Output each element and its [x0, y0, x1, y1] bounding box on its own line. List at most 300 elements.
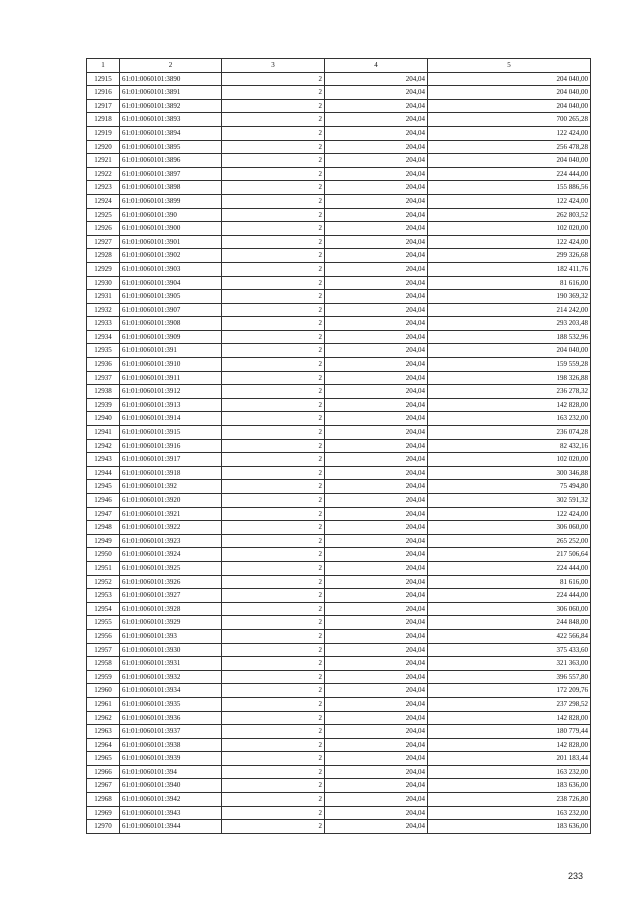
count-value: 2 [222, 167, 325, 181]
amount-value: 224 444,00 [428, 561, 591, 575]
rate-value: 204,04 [325, 398, 428, 412]
amount-value: 180 779,44 [428, 725, 591, 739]
cadastral-number: 61:01:0060101:3907 [120, 303, 222, 317]
amount-value: 122 424,00 [428, 507, 591, 521]
rate-value: 204,04 [325, 385, 428, 399]
row-index: 12926 [87, 222, 120, 236]
cadastral-number: 61:01:0060101:3900 [120, 222, 222, 236]
row-index: 12950 [87, 548, 120, 562]
amount-value: 256 478,28 [428, 140, 591, 154]
count-value: 2 [222, 154, 325, 168]
cadastral-number: 61:01:0060101:3931 [120, 657, 222, 671]
amount-value: 182 411,76 [428, 262, 591, 276]
rate-value: 204,04 [325, 222, 428, 236]
row-index: 12928 [87, 249, 120, 263]
table-row [87, 670, 591, 684]
cadastral-number: 61:01:0060101:3915 [120, 426, 222, 440]
cadastral-number: 61:01:0060101:3944 [120, 820, 222, 834]
row-index: 12962 [87, 711, 120, 725]
row-index: 12935 [87, 344, 120, 358]
row-index: 12957 [87, 643, 120, 657]
row-index: 12954 [87, 602, 120, 616]
amount-value: 321 363,00 [428, 657, 591, 671]
row-index: 12920 [87, 140, 120, 154]
cadastral-number: 61:01:0060101:392 [120, 480, 222, 494]
rate-value: 204,04 [325, 779, 428, 793]
table-row [87, 561, 591, 575]
amount-value: 82 432,16 [428, 439, 591, 453]
rate-value: 204,04 [325, 480, 428, 494]
amount-value: 142 828,00 [428, 738, 591, 752]
count-value: 2 [222, 643, 325, 657]
table-row [87, 643, 591, 657]
rate-value: 204,04 [325, 697, 428, 711]
row-index: 12931 [87, 290, 120, 304]
amount-value: 163 232,00 [428, 412, 591, 426]
row-index: 12923 [87, 181, 120, 195]
amount-value: 224 444,00 [428, 589, 591, 603]
amount-value: 265 252,00 [428, 534, 591, 548]
amount-value: 204 040,00 [428, 154, 591, 168]
table-row [87, 820, 591, 834]
rate-value: 204,04 [325, 358, 428, 372]
cadastral-number: 61:01:0060101:3928 [120, 602, 222, 616]
row-index: 12936 [87, 358, 120, 372]
amount-value: 237 298,52 [428, 697, 591, 711]
cadastral-number: 61:01:0060101:3920 [120, 494, 222, 508]
cadastral-number: 61:01:0060101:3929 [120, 616, 222, 630]
rate-value: 204,04 [325, 194, 428, 208]
amount-value: 122 424,00 [428, 235, 591, 249]
count-value: 2 [222, 344, 325, 358]
cadastral-number: 61:01:0060101:3899 [120, 194, 222, 208]
rate-value: 204,04 [325, 534, 428, 548]
rate-value: 204,04 [325, 181, 428, 195]
rate-value: 204,04 [325, 820, 428, 834]
row-index: 12970 [87, 820, 120, 834]
table-row [87, 575, 591, 589]
row-index: 12946 [87, 494, 120, 508]
cadastral-number: 61:01:0060101:3894 [120, 126, 222, 140]
cadastral-number: 61:01:0060101:3932 [120, 670, 222, 684]
count-value: 2 [222, 561, 325, 575]
amount-value: 204 040,00 [428, 86, 591, 100]
table-row [87, 725, 591, 739]
count-value: 2 [222, 453, 325, 467]
table-row [87, 507, 591, 521]
cadastral-number: 61:01:0060101:3912 [120, 385, 222, 399]
count-value: 2 [222, 99, 325, 113]
amount-value: 81 616,00 [428, 575, 591, 589]
count-value: 2 [222, 684, 325, 698]
table-row [87, 99, 591, 113]
amount-value: 302 591,32 [428, 494, 591, 508]
row-index: 12965 [87, 752, 120, 766]
table-row [87, 303, 591, 317]
table-row [87, 412, 591, 426]
rate-value: 204,04 [325, 126, 428, 140]
row-index: 12959 [87, 670, 120, 684]
amount-value: 204 040,00 [428, 72, 591, 86]
row-index: 12952 [87, 575, 120, 589]
cadastral-number: 61:01:0060101:3916 [120, 439, 222, 453]
cadastral-number: 61:01:0060101:394 [120, 765, 222, 779]
amount-value: 102 020,00 [428, 453, 591, 467]
count-value: 2 [222, 602, 325, 616]
row-index: 12967 [87, 779, 120, 793]
rate-value: 204,04 [325, 140, 428, 154]
count-value: 2 [222, 276, 325, 290]
row-index: 12968 [87, 793, 120, 807]
cadastral-number: 61:01:0060101:391 [120, 344, 222, 358]
amount-value: 155 886,56 [428, 181, 591, 195]
amount-value: 201 183,44 [428, 752, 591, 766]
table-row [87, 480, 591, 494]
table-row [87, 589, 591, 603]
count-value: 2 [222, 534, 325, 548]
cadastral-number: 61:01:0060101:3925 [120, 561, 222, 575]
rate-value: 204,04 [325, 806, 428, 820]
rate-value: 204,04 [325, 575, 428, 589]
row-index: 12921 [87, 154, 120, 168]
table-row [87, 330, 591, 344]
row-index: 12941 [87, 426, 120, 440]
rate-value: 204,04 [325, 344, 428, 358]
rate-value: 204,04 [325, 426, 428, 440]
table-row [87, 235, 591, 249]
cadastral-number: 61:01:0060101:3922 [120, 521, 222, 535]
row-index: 12953 [87, 589, 120, 603]
table-row [87, 344, 591, 358]
count-value: 2 [222, 670, 325, 684]
table-row [87, 738, 591, 752]
count-value: 2 [222, 779, 325, 793]
row-index: 12918 [87, 113, 120, 127]
count-value: 2 [222, 140, 325, 154]
column-header-4: 4 [325, 59, 428, 73]
rate-value: 204,04 [325, 738, 428, 752]
table-row [87, 426, 591, 440]
table-body [87, 72, 591, 833]
table-row [87, 181, 591, 195]
amount-value: 183 636,00 [428, 779, 591, 793]
table-row [87, 358, 591, 372]
rate-value: 204,04 [325, 154, 428, 168]
amount-value: 142 828,00 [428, 398, 591, 412]
cadastral-number: 61:01:0060101:3935 [120, 697, 222, 711]
rate-value: 204,04 [325, 494, 428, 508]
table-row [87, 371, 591, 385]
row-index: 12942 [87, 439, 120, 453]
column-header-2: 2 [120, 59, 222, 73]
amount-value: 142 828,00 [428, 711, 591, 725]
amount-value: 306 060,00 [428, 521, 591, 535]
row-index: 12932 [87, 303, 120, 317]
count-value: 2 [222, 521, 325, 535]
rate-value: 204,04 [325, 303, 428, 317]
count-value: 2 [222, 426, 325, 440]
row-index: 12915 [87, 72, 120, 86]
cadastral-number: 61:01:0060101:3926 [120, 575, 222, 589]
amount-value: 306 060,00 [428, 602, 591, 616]
row-index: 12966 [87, 765, 120, 779]
amount-value: 217 506,64 [428, 548, 591, 562]
count-value: 2 [222, 208, 325, 222]
row-index: 12951 [87, 561, 120, 575]
rate-value: 204,04 [325, 684, 428, 698]
cadastral-number: 61:01:0060101:393 [120, 629, 222, 643]
cadastral-number: 61:01:0060101:3921 [120, 507, 222, 521]
table-row [87, 534, 591, 548]
table-row [87, 466, 591, 480]
amount-value: 299 326,68 [428, 249, 591, 263]
count-value: 2 [222, 72, 325, 86]
row-index: 12929 [87, 262, 120, 276]
rate-value: 204,04 [325, 466, 428, 480]
rate-value: 204,04 [325, 602, 428, 616]
amount-value: 198 326,88 [428, 371, 591, 385]
table-row [87, 208, 591, 222]
table-row [87, 113, 591, 127]
cadastral-number: 61:01:0060101:3939 [120, 752, 222, 766]
rate-value: 204,04 [325, 167, 428, 181]
column-header-3: 3 [222, 59, 325, 73]
rate-value: 204,04 [325, 793, 428, 807]
amount-value: 183 636,00 [428, 820, 591, 834]
row-index: 12939 [87, 398, 120, 412]
rate-value: 204,04 [325, 507, 428, 521]
count-value: 2 [222, 765, 325, 779]
table-row [87, 385, 591, 399]
amount-value: 422 566,84 [428, 629, 591, 643]
cadastral-number: 61:01:0060101:3898 [120, 181, 222, 195]
amount-value: 214 242,00 [428, 303, 591, 317]
rate-value: 204,04 [325, 235, 428, 249]
cadastral-number: 61:01:0060101:3903 [120, 262, 222, 276]
row-index: 12917 [87, 99, 120, 113]
table-row [87, 616, 591, 630]
row-index: 12943 [87, 453, 120, 467]
amount-value: 236 074,28 [428, 426, 591, 440]
row-index: 12938 [87, 385, 120, 399]
count-value: 2 [222, 249, 325, 263]
rate-value: 204,04 [325, 670, 428, 684]
count-value: 2 [222, 194, 325, 208]
row-index: 12948 [87, 521, 120, 535]
cadastral-number: 61:01:0060101:3891 [120, 86, 222, 100]
count-value: 2 [222, 86, 325, 100]
row-index: 12945 [87, 480, 120, 494]
cadastral-number: 61:01:0060101:3910 [120, 358, 222, 372]
rate-value: 204,04 [325, 521, 428, 535]
amount-value: 236 278,32 [428, 385, 591, 399]
count-value: 2 [222, 262, 325, 276]
count-value: 2 [222, 548, 325, 562]
rate-value: 204,04 [325, 99, 428, 113]
cadastral-number: 61:01:0060101:3895 [120, 140, 222, 154]
column-header-1: 1 [87, 59, 120, 73]
amount-value: 190 369,32 [428, 290, 591, 304]
rate-value: 204,04 [325, 657, 428, 671]
row-index: 12924 [87, 194, 120, 208]
page-number: 233 [567, 871, 583, 881]
cadastral-number: 61:01:0060101:3940 [120, 779, 222, 793]
cadastral-number: 61:01:0060101:3942 [120, 793, 222, 807]
row-index: 12940 [87, 412, 120, 426]
rate-value: 204,04 [325, 72, 428, 86]
cadastral-number: 61:01:0060101:3930 [120, 643, 222, 657]
table-row [87, 779, 591, 793]
amount-value: 396 557,80 [428, 670, 591, 684]
amount-value: 375 433,60 [428, 643, 591, 657]
table-row [87, 657, 591, 671]
row-index: 12922 [87, 167, 120, 181]
row-index: 12916 [87, 86, 120, 100]
data-table [86, 58, 591, 834]
count-value: 2 [222, 113, 325, 127]
cadastral-number: 61:01:0060101:3897 [120, 167, 222, 181]
rate-value: 204,04 [325, 752, 428, 766]
table-row [87, 629, 591, 643]
row-index: 12958 [87, 657, 120, 671]
cadastral-number: 61:01:0060101:3896 [120, 154, 222, 168]
cadastral-number: 61:01:0060101:3927 [120, 589, 222, 603]
table-row [87, 684, 591, 698]
cadastral-number: 61:01:0060101:3902 [120, 249, 222, 263]
amount-value: 122 424,00 [428, 126, 591, 140]
count-value: 2 [222, 657, 325, 671]
count-value: 2 [222, 793, 325, 807]
cadastral-number: 61:01:0060101:3924 [120, 548, 222, 562]
rate-value: 204,04 [325, 643, 428, 657]
amount-value: 172 209,76 [428, 684, 591, 698]
rate-value: 204,04 [325, 765, 428, 779]
table-row [87, 793, 591, 807]
cadastral-number: 61:01:0060101:3908 [120, 317, 222, 331]
cadastral-number: 61:01:0060101:3904 [120, 276, 222, 290]
cadastral-number: 61:01:0060101:3905 [120, 290, 222, 304]
cadastral-number: 61:01:0060101:3893 [120, 113, 222, 127]
row-index: 12960 [87, 684, 120, 698]
rate-value: 204,04 [325, 86, 428, 100]
row-index: 12964 [87, 738, 120, 752]
count-value: 2 [222, 181, 325, 195]
count-value: 2 [222, 575, 325, 589]
table-row [87, 72, 591, 86]
count-value: 2 [222, 222, 325, 236]
table-row [87, 140, 591, 154]
table-row [87, 765, 591, 779]
rate-value: 204,04 [325, 330, 428, 344]
count-value: 2 [222, 616, 325, 630]
cadastral-number: 61:01:0060101:3890 [120, 72, 222, 86]
cadastral-number: 61:01:0060101:3913 [120, 398, 222, 412]
rate-value: 204,04 [325, 439, 428, 453]
table-row [87, 262, 591, 276]
count-value: 2 [222, 507, 325, 521]
row-index: 12930 [87, 276, 120, 290]
amount-value: 188 532,96 [428, 330, 591, 344]
cadastral-number: 61:01:0060101:3892 [120, 99, 222, 113]
amount-value: 700 265,28 [428, 113, 591, 127]
table-row [87, 290, 591, 304]
table-row [87, 806, 591, 820]
table-row [87, 602, 591, 616]
amount-value: 81 616,00 [428, 276, 591, 290]
table-row [87, 752, 591, 766]
cadastral-number: 61:01:0060101:3938 [120, 738, 222, 752]
count-value: 2 [222, 466, 325, 480]
count-value: 2 [222, 412, 325, 426]
cadastral-number: 61:01:0060101:3901 [120, 235, 222, 249]
count-value: 2 [222, 398, 325, 412]
table-row [87, 548, 591, 562]
table-row [87, 697, 591, 711]
row-index: 12919 [87, 126, 120, 140]
amount-value: 293 203,48 [428, 317, 591, 331]
rate-value: 204,04 [325, 113, 428, 127]
count-value: 2 [222, 697, 325, 711]
count-value: 2 [222, 290, 325, 304]
row-index: 12955 [87, 616, 120, 630]
rate-value: 204,04 [325, 725, 428, 739]
count-value: 2 [222, 317, 325, 331]
count-value: 2 [222, 330, 325, 344]
cadastral-number: 61:01:0060101:3923 [120, 534, 222, 548]
row-index: 12963 [87, 725, 120, 739]
amount-value: 163 232,00 [428, 765, 591, 779]
row-index: 12927 [87, 235, 120, 249]
count-value: 2 [222, 589, 325, 603]
rate-value: 204,04 [325, 616, 428, 630]
count-value: 2 [222, 738, 325, 752]
amount-value: 204 040,00 [428, 99, 591, 113]
row-index: 12969 [87, 806, 120, 820]
table-row [87, 317, 591, 331]
cadastral-number: 61:01:0060101:3918 [120, 466, 222, 480]
amount-value: 224 444,00 [428, 167, 591, 181]
table-row [87, 711, 591, 725]
table-row [87, 494, 591, 508]
amount-value: 122 424,00 [428, 194, 591, 208]
cadastral-number: 61:01:0060101:3936 [120, 711, 222, 725]
count-value: 2 [222, 235, 325, 249]
table-row [87, 439, 591, 453]
table-row [87, 453, 591, 467]
amount-value: 204 040,00 [428, 344, 591, 358]
rate-value: 204,04 [325, 208, 428, 222]
count-value: 2 [222, 725, 325, 739]
table-row [87, 249, 591, 263]
amount-value: 300 346,88 [428, 466, 591, 480]
table-row [87, 276, 591, 290]
column-header-5: 5 [428, 59, 591, 73]
count-value: 2 [222, 358, 325, 372]
cadastral-number: 61:01:0060101:3911 [120, 371, 222, 385]
row-index: 12937 [87, 371, 120, 385]
rate-value: 204,04 [325, 589, 428, 603]
amount-value: 75 494,80 [428, 480, 591, 494]
count-value: 2 [222, 806, 325, 820]
row-index: 12947 [87, 507, 120, 521]
cadastral-number: 61:01:0060101:3917 [120, 453, 222, 467]
count-value: 2 [222, 303, 325, 317]
header-row [87, 59, 591, 73]
row-index: 12961 [87, 697, 120, 711]
table-row [87, 222, 591, 236]
rate-value: 204,04 [325, 548, 428, 562]
row-index: 12944 [87, 466, 120, 480]
